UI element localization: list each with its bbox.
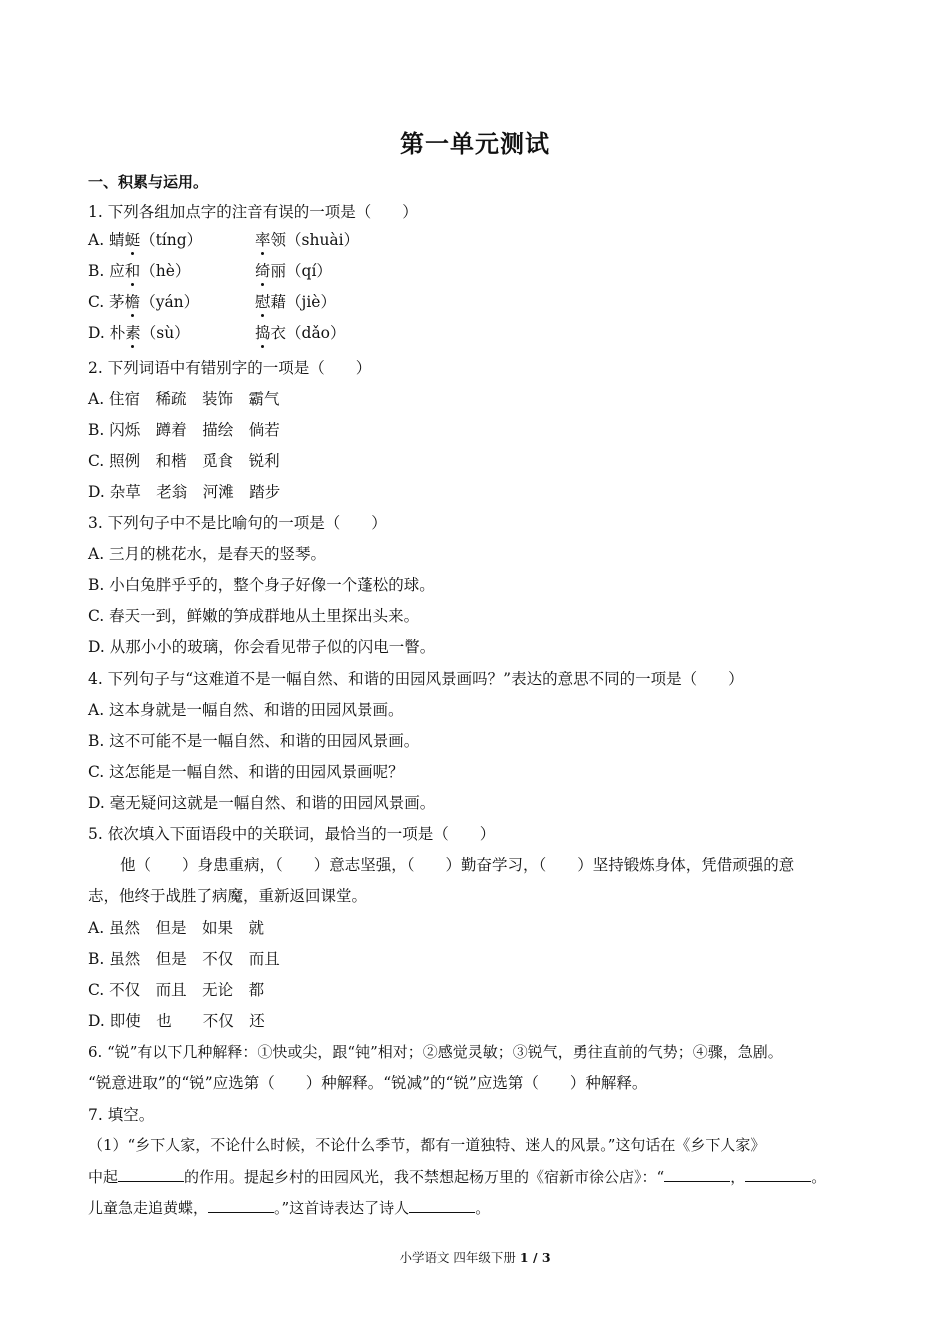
q5-passage-line-2: 志，他终于战胜了病魔，重新返回课堂。 bbox=[88, 887, 368, 905]
q1-option-c: C. 茅檐（yán） bbox=[88, 293, 200, 311]
dotted-char: 素 bbox=[125, 324, 141, 342]
fill-blank[interactable] bbox=[664, 1167, 730, 1182]
q1-option-a-pair: 率领（shuài） bbox=[255, 231, 360, 249]
page-title: 第一单元测试 bbox=[400, 129, 550, 158]
question-5-stem: 5. 依次填入下面语段中的关联词，最恰当的一项是（ ） bbox=[88, 825, 496, 843]
question-2-stem: 2. 下列词语中有错别字的一项是（ ） bbox=[88, 359, 372, 377]
q7-part-1-line-2: 中起 的作用。提起乡村的田园风光，我不禁想起杨万里的《宿新市徐公店》：“ ， 。 bbox=[88, 1168, 827, 1186]
q3-option-b: B. 小白兔胖乎乎的，整个身子好像一个蓬松的球。 bbox=[88, 576, 435, 594]
q3-option-c: C. 春天一到，鲜嫩的笋成群地从土里探出头来。 bbox=[88, 607, 420, 625]
q4-option-d: D. 毫无疑问这就是一幅自然、和谐的田园风景画。 bbox=[88, 794, 436, 812]
q5-option-b: B. 虽然 但是 不仅 而且 bbox=[88, 950, 280, 968]
q2-option-c: C. 照例 和楷 觅食 锐利 bbox=[88, 452, 280, 470]
q4-option-a: A. 这本身就是一幅自然、和谐的田园风景画。 bbox=[88, 701, 404, 719]
q5-option-c: C. 不仅 而且 无论 都 bbox=[88, 981, 265, 999]
dotted-char: 绮 bbox=[255, 262, 271, 280]
q5-option-a: A. 虽然 但是 如果 就 bbox=[88, 919, 265, 937]
dotted-char: 檐 bbox=[124, 293, 141, 311]
question-7-stem: 7. 填空。 bbox=[88, 1106, 155, 1124]
dotted-char: 和 bbox=[124, 262, 141, 280]
q2-option-d: D. 杂草 老翁 河滩 踏步 bbox=[88, 483, 281, 501]
q2-option-a: A. 住宿 稀疏 装饰 霸气 bbox=[88, 390, 280, 408]
page-number: 1 / 3 bbox=[519, 1250, 551, 1265]
q2-option-b: B. 闪烁 蹲着 描绘 倘若 bbox=[88, 421, 280, 439]
q4-option-b: B. 这不可能不是一幅自然、和谐的田园风景画。 bbox=[88, 732, 420, 750]
q4-option-c: C. 这怎能是一幅自然、和谐的田园风景画呢？ bbox=[88, 763, 404, 781]
q1-option-c-pair: 慰藉（jiè） bbox=[255, 293, 336, 311]
fill-blank[interactable] bbox=[409, 1198, 475, 1213]
page-footer: 小学语文 四年级下册 1 / 3 bbox=[399, 1250, 551, 1265]
fill-blank[interactable] bbox=[745, 1167, 811, 1182]
q1-option-b: B. 应和（hè） bbox=[88, 262, 191, 280]
q5-passage-line-1: 他（ ）身患重病，（ ）意志坚强，（ ）勤奋学习，（ ）坚持锻炼身体，凭借顽强的意 bbox=[120, 856, 795, 874]
dotted-char: 蜓 bbox=[124, 231, 141, 249]
dotted-char: 慰 bbox=[255, 293, 271, 311]
dotted-char: 率 bbox=[255, 231, 271, 249]
fill-blank[interactable] bbox=[208, 1198, 274, 1213]
dotted-char: 捣 bbox=[255, 324, 271, 342]
q5-option-d: D. 即使 也 不仅 还 bbox=[88, 1012, 265, 1030]
q1-option-b-pair: 绮丽（qí） bbox=[255, 262, 332, 280]
question-6-line-1: 6. “锐”有以下几种解释：①快或尖，跟“钝”相对；②感觉灵敏；③锐气，勇往直前的气势；④骤，急剧。 bbox=[88, 1043, 783, 1061]
question-1-stem: 1. 下列各组加点字的注音有误的一项是（ ） bbox=[88, 203, 418, 221]
section-heading: 一、积累与运用。 bbox=[88, 173, 209, 191]
question-3-stem: 3. 下列句子中不是比喻句的一项是（ ） bbox=[88, 514, 387, 532]
fill-blank[interactable] bbox=[118, 1167, 184, 1182]
question-4-stem: 4. 下列句子与“这难道不是一幅自然、和谐的田园风景画吗？”表达的意思不同的一项是（ ） bbox=[88, 670, 744, 688]
q3-option-d: D. 从那小小的玻璃，你会看见带子似的闪电一瞥。 bbox=[88, 638, 436, 656]
q1-option-d-pair: 捣衣（dǎo） bbox=[255, 324, 346, 342]
q7-part-1-line-3: 儿童急走追黄蝶， 。”这首诗表达了诗人 。 bbox=[88, 1199, 491, 1217]
question-6-line-2: “锐意进取”的“锐”应选第（ ）种解释。“锐减”的“锐”应选第（ ）种解释。 bbox=[88, 1074, 648, 1092]
q7-part-1-line-1: （1）“乡下人家，不论什么时候，不论什么季节，都有一道独特、迷人的风景。”这句话在《乡下人家》 bbox=[88, 1136, 766, 1154]
q1-option-a: A. 蜻蜓（tíng） bbox=[88, 231, 203, 249]
q3-option-a: A. 三月的桃花水，是春天的竖琴。 bbox=[88, 545, 327, 563]
q1-option-d: D. 朴素（sù） bbox=[88, 324, 190, 342]
